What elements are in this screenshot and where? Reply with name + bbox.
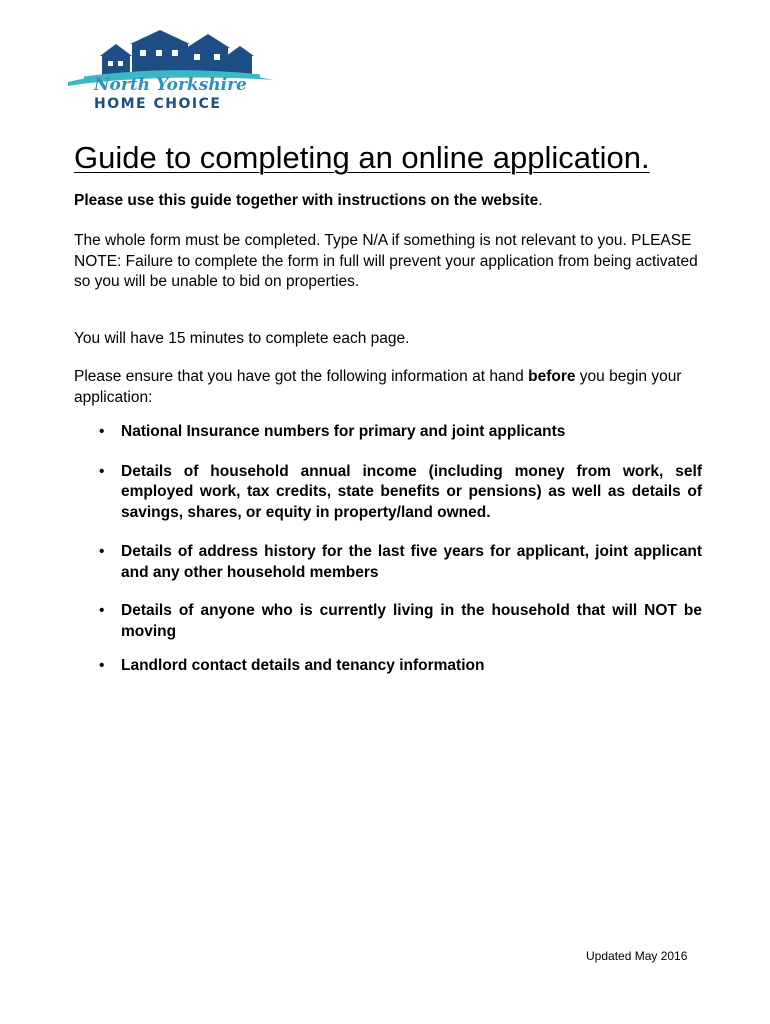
info-text-bold: before <box>528 368 576 385</box>
information-needed-paragraph <box>74 367 704 408</box>
list-item-text: Details of anyone who is currently living in the household that will NOT be moving <box>121 602 702 640</box>
time-limit-paragraph: You will have 15 minutes to complete each page. <box>74 330 410 347</box>
north-yorkshire-home-choice-logo <box>64 28 276 114</box>
logo-text-north-yorkshire: North Yorkshire <box>94 75 247 95</box>
page-title: Guide to completing an online application. <box>74 140 650 175</box>
bullet-icon: • <box>99 423 105 440</box>
list-item-text: National Insurance numbers for primary and joint applicants <box>121 423 566 440</box>
info-text-before: Please ensure that you have got the following information at hand <box>74 368 529 385</box>
list-item <box>74 601 702 642</box>
list-item <box>74 422 702 443</box>
required-information-list <box>74 422 702 677</box>
list-item <box>74 462 702 524</box>
list-item-text: Details of address history for the last five years for applicant, joint applicant and any other household members <box>121 543 702 581</box>
bullet-icon: • <box>99 543 105 560</box>
list-item-text: Details of household annual income (including money from work, self employed work, tax credits, state benefits or pensions) as well as details of savings, shares, or equity in property/land owned. <box>121 462 702 521</box>
list-item <box>74 656 702 677</box>
updated-date-footer: Updated May 2016 <box>586 949 688 963</box>
bullet-icon: • <box>99 462 105 480</box>
intro-period: . <box>538 192 543 209</box>
completion-requirement-paragraph: The whole form must be completed. Type N/A if something is not relevant to you. PLEASE NOTE: Failure to complete the form in full will prevent your application from being activated so you will be unable to bid on properties. <box>74 232 698 290</box>
intro-instruction <box>74 192 543 210</box>
info-text-after: you begin your application: <box>74 368 682 406</box>
bullet-icon: • <box>99 657 105 674</box>
list-item <box>74 542 702 583</box>
list-item-text: Landlord contact details and tenancy information <box>121 657 485 674</box>
intro-bold-text: Please use this guide together with instructions on the website <box>74 192 539 209</box>
logo-text-home-choice: HOME CHOICE <box>94 96 222 112</box>
bullet-icon: • <box>99 602 105 619</box>
